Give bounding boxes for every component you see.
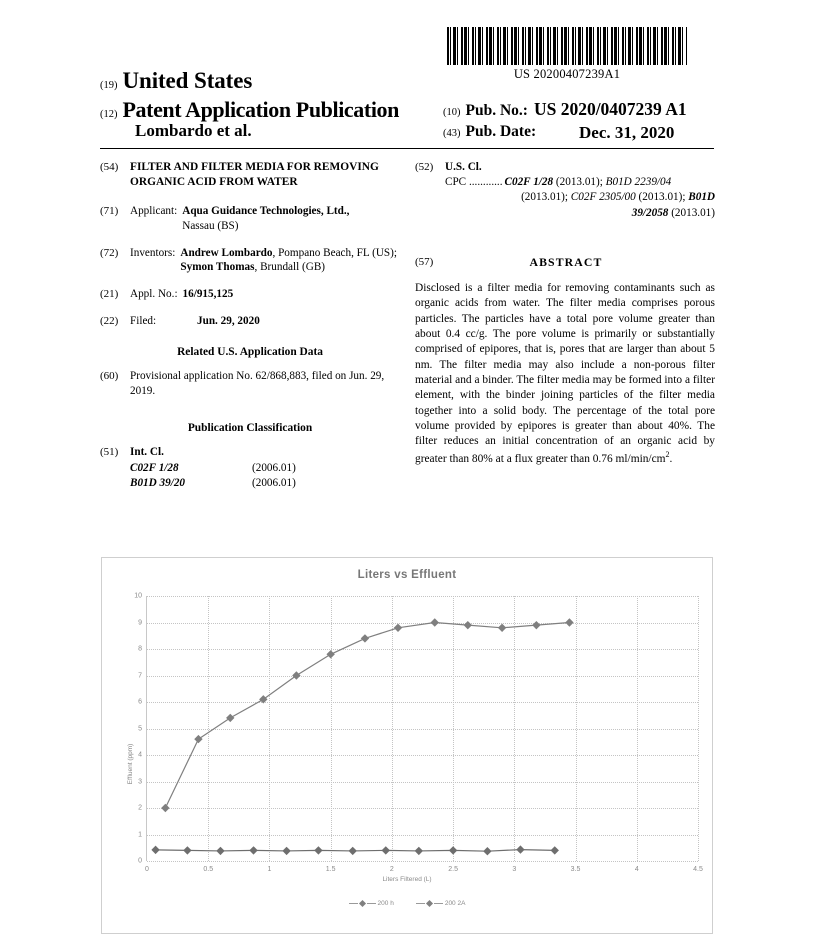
chart-series-svg bbox=[147, 596, 698, 861]
publication-classification-heading: Publication Classification bbox=[187, 422, 313, 435]
filed-label: Filed: bbox=[130, 315, 157, 328]
chart-data-point bbox=[151, 846, 159, 854]
legend-label: 200 2A bbox=[444, 900, 466, 907]
publication-date-row bbox=[443, 123, 733, 141]
chart-data-point bbox=[314, 846, 322, 854]
document-type-line bbox=[100, 97, 399, 123]
chart-gridline-vertical bbox=[698, 596, 699, 861]
field-int-cl bbox=[100, 445, 400, 491]
chart-data-point bbox=[349, 847, 357, 855]
chart-x-tick-label: 0 bbox=[145, 866, 149, 873]
int-cl-version: (2006.01) bbox=[252, 462, 296, 475]
field-inventors bbox=[100, 246, 400, 276]
appl-no-label: Appl. No.: bbox=[130, 288, 178, 301]
field-number-72: (72) bbox=[100, 246, 119, 259]
us-cl-label: U.S. Cl. bbox=[445, 161, 482, 173]
abstract-heading: ABSTRACT bbox=[529, 255, 603, 270]
chart-x-tick-label: 3.5 bbox=[570, 866, 581, 873]
chart-data-point bbox=[483, 847, 491, 855]
cpc-code-2: B01D 2239/04 bbox=[605, 175, 672, 188]
invention-title: FILTER AND FILTER MEDIA FOR REMOVING ORGANIC ACID FROM WATER bbox=[130, 161, 379, 189]
cpc-version-3: (2013.01); bbox=[635, 191, 689, 204]
chart-gridline-horizontal bbox=[147, 861, 698, 862]
legend-item bbox=[349, 900, 394, 907]
field-related-application bbox=[100, 369, 400, 399]
chart-y-tick-label: 9 bbox=[138, 619, 142, 626]
chart-x-tick-label: 2.5 bbox=[448, 866, 458, 873]
applicant-label: Applicant: bbox=[130, 204, 178, 217]
chart-y-tick-label: 7 bbox=[138, 672, 142, 679]
kind-code-19: (19) bbox=[100, 80, 118, 91]
legend-diamond-icon bbox=[359, 900, 366, 907]
chart-data-point bbox=[382, 846, 390, 854]
chart-plot-area bbox=[134, 592, 703, 873]
chart-plot-wrapper bbox=[134, 592, 703, 873]
chart-y-tick-label: 2 bbox=[138, 804, 142, 812]
kind-code-10: (10) bbox=[443, 107, 461, 118]
cpc-line-1 bbox=[445, 175, 715, 190]
related-application-heading: Related U.S. Application Data bbox=[177, 346, 323, 359]
chart-data-point bbox=[498, 624, 506, 632]
field-number-22: (22) bbox=[100, 315, 119, 328]
chart-x-tick-label: 0.5 bbox=[203, 866, 214, 873]
chart-data-point bbox=[326, 650, 334, 658]
chart-x-axis-title: Liters Filtered (L) bbox=[382, 876, 432, 883]
abstract-paragraph: Disclosed is a filter media for removing contaminants such as organic acids from water. The filter media comprises porous particles. The particles have a total pore volume greater than about 0.4 cc/g. The pore volume is primarily or substantially comprised of epipores, that is, pores that are larger than about 5 nm. The filter media may also include a non-porous filter material and a binder. The filter media may be formed into a filter element, with the binder joining particles of the filter media together into a solid body. The percentage of the total pore volume provided by epipores is greater than about 40%. The filter reduces an initial concentration of an organic acid by greater than 80% at a flux greater than 0.76 ml/min/cm bbox=[415, 281, 715, 465]
abstract-superscript: 2 bbox=[665, 449, 670, 459]
field-filed bbox=[100, 314, 400, 329]
legend-line-icon bbox=[416, 903, 425, 904]
header-divider bbox=[100, 148, 714, 149]
legend-diamond-icon bbox=[426, 900, 433, 907]
field-number-71: (71) bbox=[100, 204, 119, 217]
chart-y-tick-label: 4 bbox=[138, 751, 142, 759]
cpc-code-primary: C02F 1/28 bbox=[504, 175, 554, 188]
chart-series-line bbox=[165, 623, 569, 809]
kind-code-12: (12) bbox=[100, 109, 118, 120]
chart-data-point bbox=[216, 847, 224, 855]
chart-data-point bbox=[449, 846, 457, 854]
field-number-52: (52) bbox=[415, 161, 434, 173]
cpc-version-4: (2013.01) bbox=[668, 206, 715, 219]
chart-data-point bbox=[292, 671, 300, 679]
filed-value: Jun. 29, 2020 bbox=[197, 315, 260, 328]
kind-code-43: (43) bbox=[443, 128, 461, 139]
inventor-2-name: Symon Thomas bbox=[180, 261, 255, 274]
chart-legend bbox=[102, 900, 712, 907]
int-cl-row bbox=[130, 461, 400, 476]
chart-data-point bbox=[394, 624, 402, 632]
inventor-1-location: , Pompano Beach, FL (US); bbox=[272, 246, 397, 259]
field-title bbox=[100, 160, 400, 191]
chart-x-tick-label: 4 bbox=[634, 866, 639, 873]
legend-item bbox=[416, 900, 466, 907]
chart-y-tick-label: 5 bbox=[138, 725, 142, 732]
country-line bbox=[100, 68, 252, 94]
chart-data-point bbox=[415, 847, 423, 855]
publication-number-row bbox=[443, 99, 723, 120]
field-number-54: (54) bbox=[100, 161, 119, 173]
chart-data-point bbox=[464, 621, 472, 629]
chart-data-point bbox=[183, 846, 191, 854]
applicant-location: Nassau (BS) bbox=[182, 219, 239, 232]
cpc-code-4-suffix: 39/2058 bbox=[631, 206, 669, 219]
bibliographic-left-column bbox=[100, 160, 400, 502]
chart-x-tick-label: 1 bbox=[267, 866, 272, 873]
int-cl-code: B01D 39/20 bbox=[130, 477, 186, 489]
chart-x-tick-label: 4.5 bbox=[693, 866, 703, 873]
related-application-text: Provisional application No. 62/868,883, filed on Jun. 29, 2019. bbox=[130, 370, 385, 398]
publication-number-label: Pub. No.: bbox=[465, 102, 528, 119]
chart-title: Liters vs Effluent bbox=[357, 569, 457, 581]
barcode-image bbox=[447, 27, 687, 65]
bibliographic-right-column bbox=[415, 160, 715, 467]
field-number-51: (51) bbox=[100, 446, 119, 459]
chart-x-tick-label: 3 bbox=[512, 866, 517, 873]
chart-y-tick-label: 1 bbox=[138, 831, 142, 838]
chart-data-point bbox=[532, 621, 540, 629]
chart-y-tick-label: 10 bbox=[134, 592, 142, 600]
chart-data-point bbox=[282, 847, 290, 855]
abstract-paragraph-end: . bbox=[669, 452, 673, 465]
field-number-21: (21) bbox=[100, 288, 119, 301]
int-cl-version: (2006.01) bbox=[252, 477, 296, 489]
field-applicant bbox=[100, 204, 400, 234]
barcode-block bbox=[447, 27, 687, 82]
chart-x-tick-label: 1.5 bbox=[325, 866, 336, 873]
chart-data-point bbox=[161, 804, 169, 812]
chart-data-point bbox=[259, 695, 267, 703]
cpc-version-1: (2013.01); bbox=[553, 175, 606, 188]
chart-y-tick-label: 0 bbox=[138, 857, 142, 865]
field-appl-no bbox=[100, 287, 400, 302]
chart-x-tick-label: 2 bbox=[389, 866, 394, 873]
inventor-2-location: , Brundall (GB) bbox=[254, 261, 326, 274]
cpc-code-4-prefix: B01D bbox=[688, 191, 715, 204]
cpc-line-3 bbox=[445, 206, 715, 221]
cpc-block bbox=[445, 175, 715, 221]
appl-no-value: 16/915,125 bbox=[182, 288, 234, 301]
cpc-label: CPC ............ bbox=[445, 175, 503, 188]
document-type: Patent Application Publication bbox=[122, 97, 399, 122]
chart-data-point bbox=[249, 846, 257, 854]
country-name: United States bbox=[122, 68, 253, 93]
cpc-version-2: (2013.01); bbox=[521, 191, 571, 204]
publication-date-label: Pub. Date: bbox=[465, 123, 537, 140]
field-number-57: (57) bbox=[415, 256, 434, 269]
chart-y-tick-label: 3 bbox=[138, 778, 142, 785]
int-cl-code: C02F 1/28 bbox=[130, 462, 179, 475]
int-cl-table bbox=[130, 461, 400, 491]
chart-y-axis-title: Effluent (ppm) bbox=[126, 743, 134, 785]
chart-y-tick-label: 6 bbox=[138, 698, 142, 706]
figure-chart bbox=[101, 557, 713, 934]
publication-date-value: Dec. 31, 2020 bbox=[579, 123, 675, 142]
chart-data-point bbox=[226, 714, 234, 722]
applicant-authors: Lombardo et al. bbox=[135, 121, 252, 140]
cpc-line-2 bbox=[445, 190, 715, 205]
barcode-number: US 20200407239A1 bbox=[513, 67, 621, 81]
chart-y-tick-label: 8 bbox=[138, 645, 142, 653]
chart-data-point bbox=[551, 846, 559, 854]
field-us-cl bbox=[415, 160, 715, 221]
chart-data-point bbox=[361, 634, 369, 642]
int-cl-row bbox=[130, 476, 400, 491]
inventor-1-name: Andrew Lombardo bbox=[180, 246, 273, 259]
legend-line-icon bbox=[349, 903, 358, 904]
chart-data-point bbox=[516, 845, 524, 853]
chart-data-point bbox=[431, 618, 439, 626]
applicant-name: Aqua Guidance Technologies, Ltd., bbox=[182, 204, 350, 217]
chart-data-point bbox=[194, 735, 202, 743]
legend-line-icon bbox=[367, 903, 376, 904]
abstract-heading-row bbox=[415, 255, 715, 271]
chart-data-point bbox=[565, 618, 573, 626]
cpc-code-3: C02F 2305/00 bbox=[570, 191, 636, 204]
legend-label: 200 h bbox=[377, 900, 394, 907]
inventors-label: Inventors: bbox=[130, 246, 176, 259]
abstract-body bbox=[415, 281, 715, 467]
field-number-60: (60) bbox=[100, 370, 119, 383]
legend-line-icon bbox=[434, 903, 443, 904]
publication-number-value: US 2020/0407239 A1 bbox=[533, 99, 687, 119]
int-cl-label: Int. Cl. bbox=[130, 446, 164, 459]
